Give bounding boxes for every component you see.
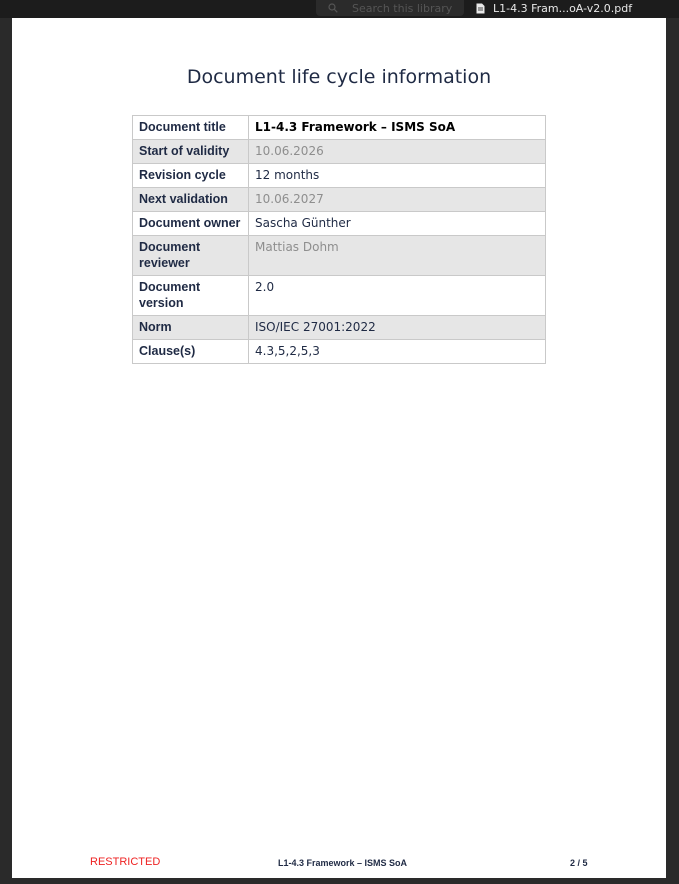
table-row [133,116,546,140]
row-label: Revision cycle [133,164,249,188]
row-value: 10.06.2027 [249,188,546,212]
table-row [133,212,546,236]
row-value: Mattias Dohm [249,236,546,276]
row-label: Document title [133,116,249,140]
row-value: 2.0 [249,276,546,316]
row-label: Norm [133,316,249,340]
row-label: Start of validity [133,140,249,164]
pdf-page [12,18,666,878]
table-row [133,140,546,164]
row-label: Document owner [133,212,249,236]
table-row [133,316,546,340]
row-value: Sascha Günther [249,212,546,236]
page-title: Document life cycle information [186,66,492,88]
table-row [133,188,546,212]
table-row [133,276,546,316]
classification-label: RESTRICTED [90,856,161,868]
row-value: ISO/IEC 27001:2022 [249,316,546,340]
viewer-toolbar [0,0,679,18]
search-placeholder: Search this library [352,1,453,15]
row-value: 10.06.2026 [249,140,546,164]
file-tab[interactable] [476,0,632,16]
row-label: Clause(s) [133,340,249,364]
row-label: Next validation [133,188,249,212]
row-value: 12 months [249,164,546,188]
search-icon [328,3,338,13]
row-label: Document version [133,276,249,316]
table-row [133,236,546,276]
row-value: L1-4.3 Framework – ISMS SoA [249,116,546,140]
page-number: 2 / 5 [570,858,588,868]
row-label: Document reviewer [133,236,249,276]
footer-title: L1-4.3 Framework – ISMS SoA [278,858,408,868]
table-row [133,340,546,364]
document-icon [476,3,485,14]
lifecycle-table [132,115,546,364]
file-name: L1-4.3 Fram...oA-v2.0.pdf [493,1,633,15]
table-row [133,164,546,188]
library-search-input[interactable] [316,0,464,16]
row-value: 4.3,5,2,5,3 [249,340,546,364]
